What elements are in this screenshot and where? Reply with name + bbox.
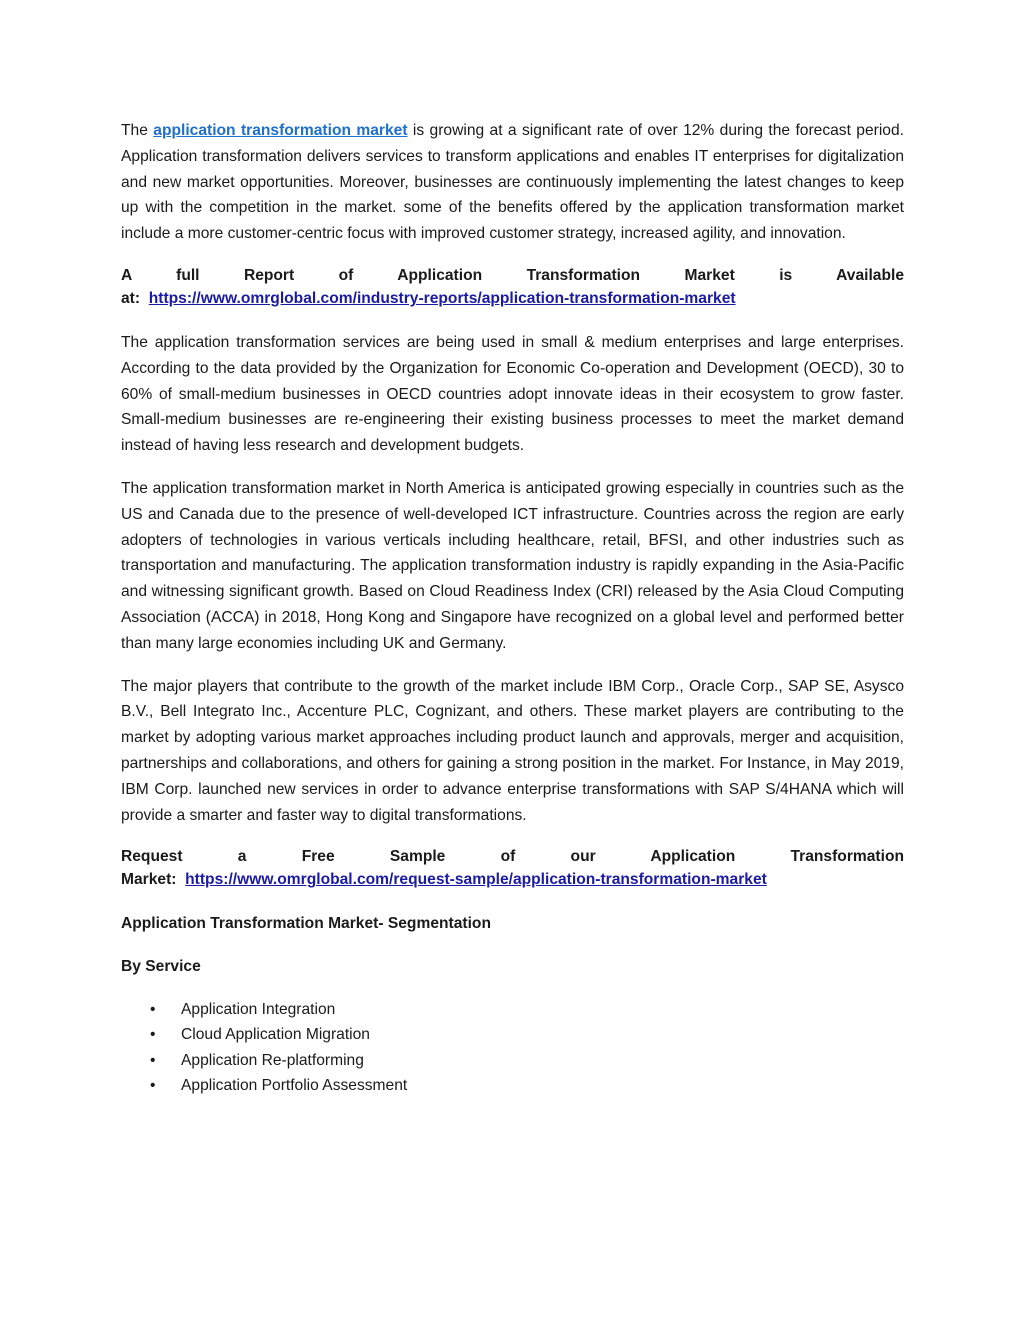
list-item [121, 1073, 904, 1098]
full-report-link[interactable]: https://www.omrglobal.com/industry-reports/application-transformation-market [148, 289, 736, 307]
paragraph-enterprises: The application transformation services are being used in small & medium enterprises and large enterprises. According to the data provided by the Organization for Economic Co-operation and Development (OECD), 30 to 60% of small-medium businesses in OECD countries adopt innovate ideas in their ecosystem to grow faster. Small-medium businesses are re-engineering their existing business processes to meet the market demand instead of having less research and development budgets. [121, 333, 904, 455]
intro-text: is growing at a significant rate of over 12% during the forecast period. Application transformation delivers services to transform applications and enables IT enterprises for digitalization and new market opportunities. Moreover, businesses are continuously implementing the latest changes to keep up with the competition in the market. some of the benefits offered by the application transformation market include a more customer-centric focus with improved customer strategy, increased agility, and innovation. [121, 122, 904, 243]
list-item [121, 1022, 904, 1047]
list-item [121, 997, 904, 1022]
bullet-icon: • [150, 1051, 156, 1069]
paragraph-major-players: The major players that contribute to the growth of the market include IBM Corp., Oracle Corp., SAP SE, Asysco B.V., Bell Integrato Inc., Accenture PLC, Cognizant, and others. These market players are contributing to the market by adopting various market approaches including product launch and approvals, merger and acquisition, partnerships and collaborations, and others for gaining a strong position in the market. For Instance, in May 2019, IBM Corp. launched new services in order to advance enterprise transformations with SAP S/4HANA which will provide a smarter and faster way to digital transformations. [121, 677, 904, 824]
paragraph-north-america: The application transformation market in North America is anticipated growing especially in countries such as the US and Canada due to the presence of well-developed ICT infrastructure. Countries across the region are early adopters of technologies in various verticals including healthcare, retail, BFSI, and other industries such as transportation and manufacturing. The application transformation industry is rapidly expanding in the Asia-Pacific and witnessing significant growth. Based on Cloud Readiness Index (CRI) released by the Asia Cloud Computing Association (ACCA) in 2018, Hong Kong and Singapore have recognized on a global level and performed better than many large economies including UK and Germany. [121, 479, 904, 652]
application-transformation-market-link[interactable]: application transformation market [153, 122, 408, 139]
intro-prefix: The [121, 122, 148, 139]
free-sample-link-line [121, 868, 904, 891]
segmentation-heading: Application Transformation Market- Segmentation [121, 915, 491, 933]
full-report-label: at: [121, 289, 141, 307]
full-report-cta [121, 264, 904, 310]
list-item-label: Application Portfolio Assessment [181, 1077, 408, 1095]
by-service-heading: By Service [121, 958, 201, 976]
list-item-label: Application Re-platforming [181, 1051, 364, 1069]
bullet-icon: • [150, 1000, 156, 1018]
list-item [121, 1048, 904, 1073]
free-sample-heading: Request a Free Sample of our Application Transformation [121, 848, 904, 866]
full-report-heading: A full Report of Application Transformation Market is Available [121, 266, 904, 284]
list-item-label: Cloud Application Migration [181, 1026, 370, 1044]
bullet-icon: • [150, 1077, 156, 1095]
free-sample-label: Market: [121, 871, 177, 889]
free-sample-link[interactable]: https://www.omrglobal.com/request-sample/application-transformation-market [185, 871, 767, 889]
free-sample-cta [121, 845, 904, 891]
list-item-label: Application Integration [181, 1000, 336, 1018]
bullet-icon: • [150, 1026, 156, 1044]
document-page [121, 118, 904, 1099]
intro-paragraph [121, 118, 904, 247]
full-report-link-line [121, 287, 904, 310]
service-list [121, 997, 904, 1099]
